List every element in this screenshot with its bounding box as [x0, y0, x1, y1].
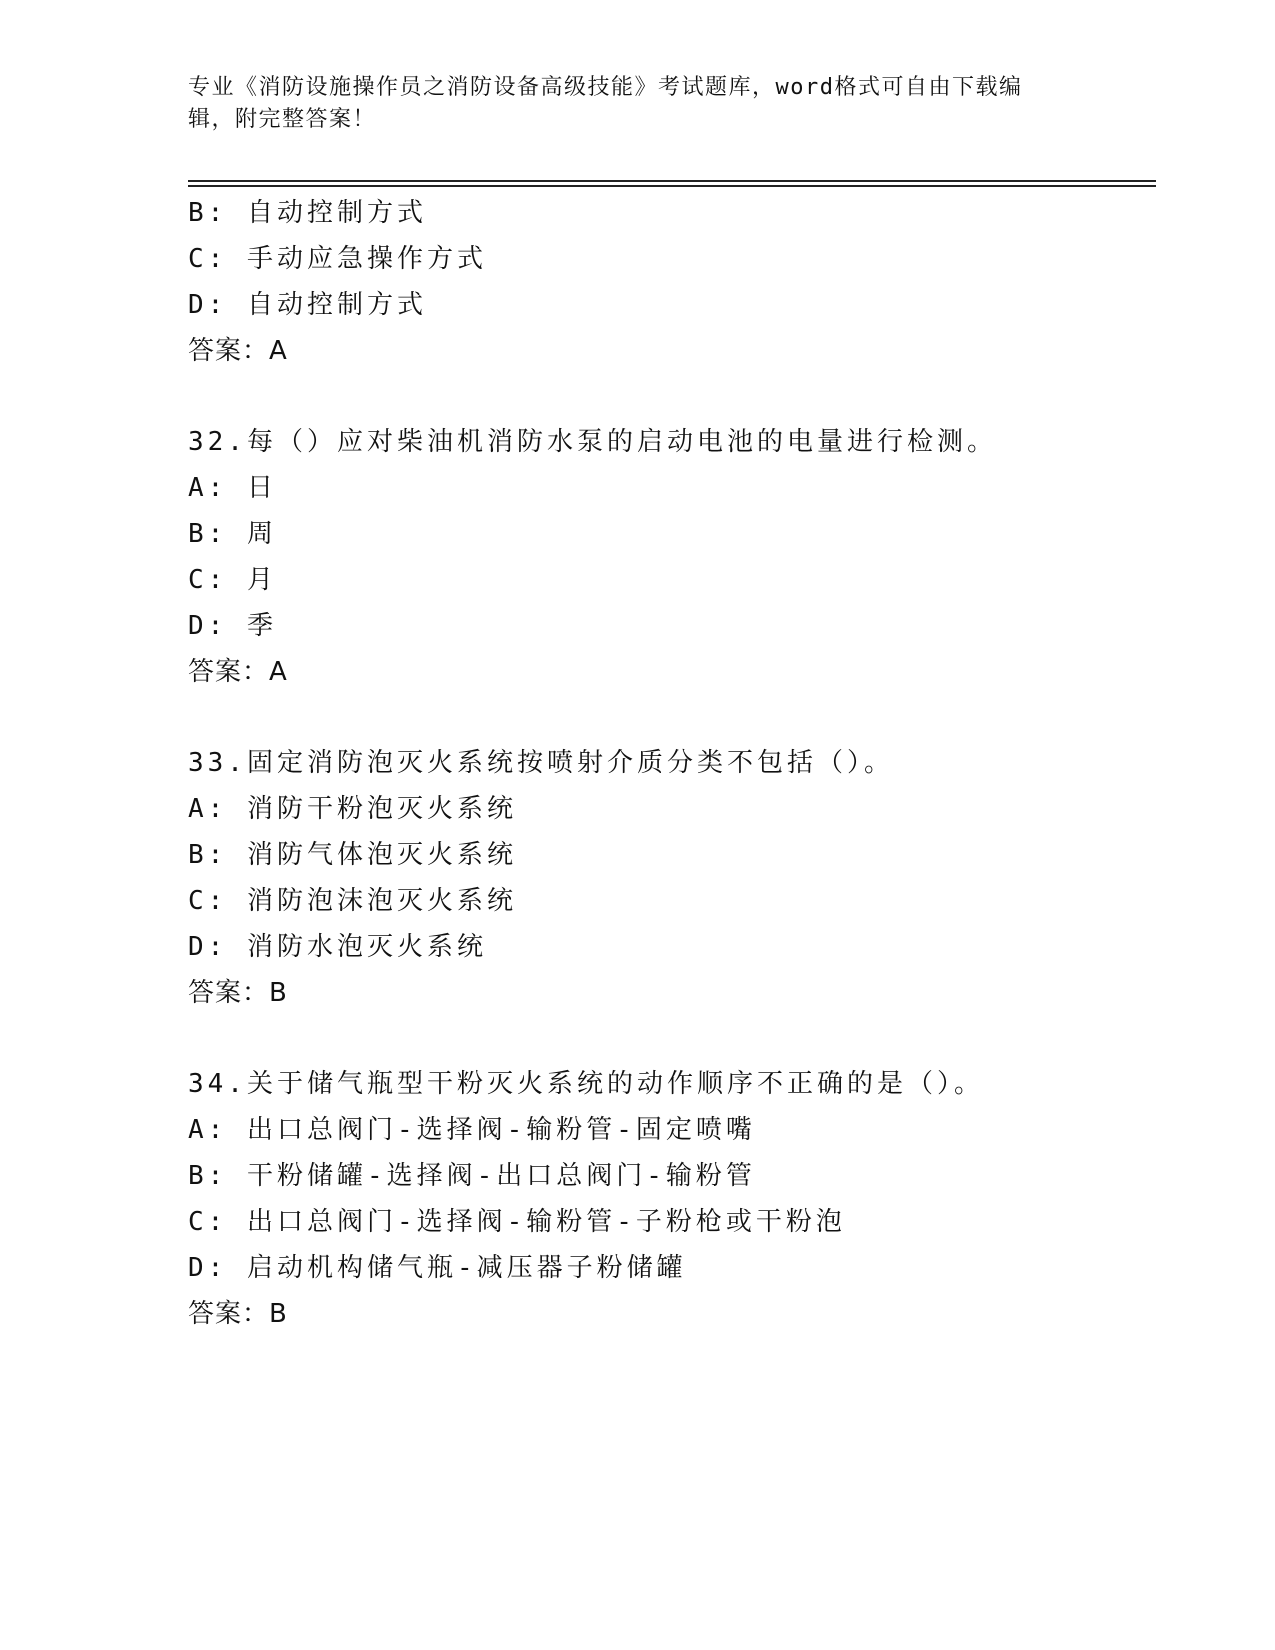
option-a: A: 出口总阀门-选择阀-输粉管-固定喷嘴	[188, 1115, 756, 1145]
header-divider-top	[188, 180, 1156, 182]
header-divider-bottom	[188, 185, 1156, 187]
option-d: D: 自动控制方式	[188, 290, 427, 320]
question-stem: 34.关于储气瓶型干粉灭火系统的动作顺序不正确的是（）。	[188, 1069, 984, 1099]
document-header	[188, 72, 1068, 136]
option-c: C: 出口总阀门-选择阀-输粉管-子粉枪或干粉泡	[188, 1207, 846, 1237]
option-c: C: 手动应急操作方式	[188, 244, 487, 274]
option-d: D: 消防水泡灭火系统	[188, 932, 487, 962]
answer-line: 答案：B	[188, 1299, 288, 1329]
answer-line: 答案：A	[188, 657, 288, 687]
question-block-33	[188, 740, 1148, 1016]
option-d: D: 启动机构储气瓶-减压器子粉储罐	[188, 1253, 687, 1283]
option-a: A: 消防干粉泡灭火系统	[188, 794, 517, 824]
header-line-2: 辑，附完整答案！	[188, 107, 377, 132]
option-a: A: 日	[188, 473, 277, 503]
header-line-1: 专业《消防设施操作员之消防设备高级技能》考试题库，word格式可自由下载编	[188, 75, 1023, 100]
option-c: C: 消防泡沫泡灭火系统	[188, 886, 517, 916]
question-block-32	[188, 419, 1148, 695]
question-list	[188, 190, 1148, 1337]
option-c: C: 月	[188, 565, 277, 595]
option-b: B: 周	[188, 519, 277, 549]
question-block-34	[188, 1061, 1148, 1337]
answer-line: 答案：B	[188, 978, 288, 1008]
option-d: D: 季	[188, 611, 277, 641]
option-b: B: 自动控制方式	[188, 198, 427, 228]
question-block-31	[188, 190, 1148, 374]
answer-line: 答案：A	[188, 336, 288, 366]
question-stem: 32.每（）应对柴油机消防水泵的启动电池的电量进行检测。	[188, 427, 997, 457]
question-stem: 33.固定消防泡灭火系统按喷射介质分类不包括（）。	[188, 748, 894, 778]
option-b: B: 消防气体泡灭火系统	[188, 840, 517, 870]
option-b: B: 干粉储罐-选择阀-出口总阀门-输粉管	[188, 1161, 756, 1191]
